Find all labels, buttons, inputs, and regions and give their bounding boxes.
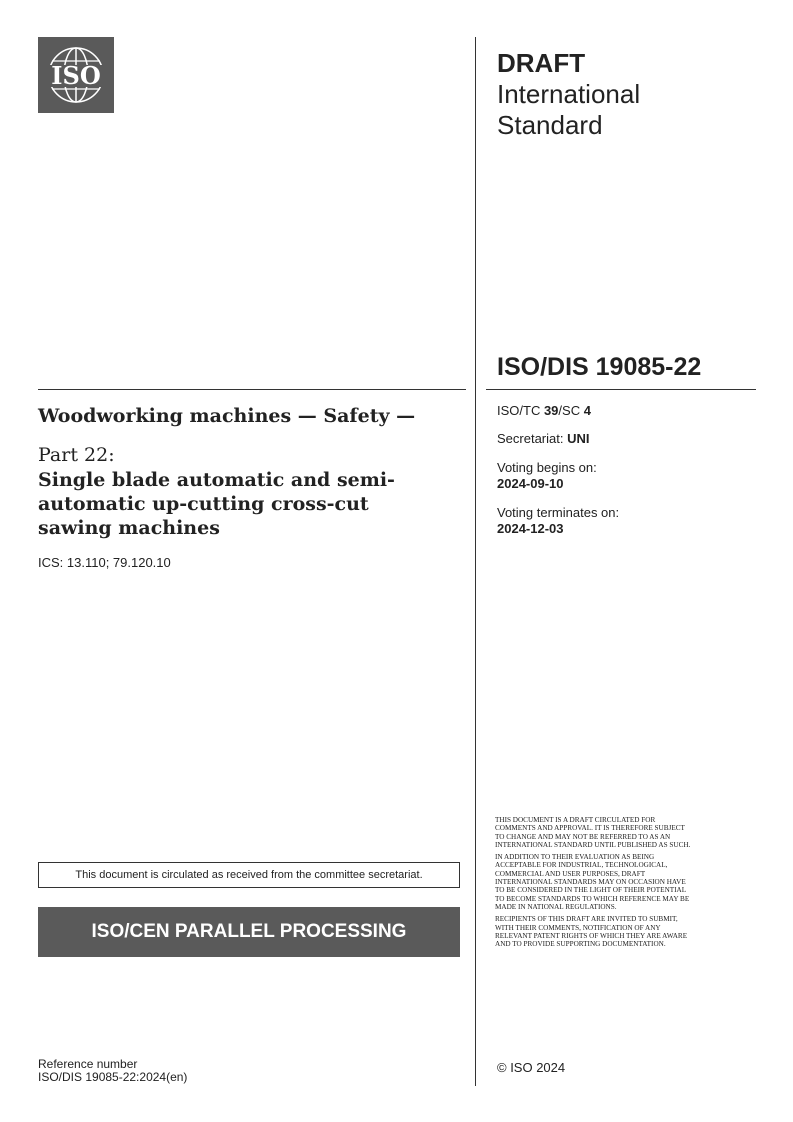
voting-terminates — [497, 505, 619, 537]
disclaimer-paragraph: THIS DOCUMENT IS A DRAFT CIRCULATED FOR COMMENTS AND APPROVAL. IT IS THEREFORE SUBJECT TO CHANGE AND MAY NOT BE REFERRED TO AS AN INTERNATIONAL STANDARD UNTIL PUBLISHED AS SUCH. — [495, 816, 691, 849]
title-subtitle: Single blade automatic and semi-automatic up-cutting cross-cut sawing machines — [38, 469, 395, 539]
sc-number: 4 — [583, 403, 591, 418]
voting-terminates-date: 2024-12-03 — [497, 521, 564, 536]
status-standard: Standard — [497, 110, 603, 140]
disclaimer-paragraph: RECIPIENTS OF THIS DRAFT ARE INVITED TO SUBMIT, WITH THEIR COMMENTS, NOTIFICATION OF ANY RELEVANT PATENT RIGHTS OF WHICH THEY ARE AWARE AND TO PROVIDE SUPPORTING DOCUMENTATION. — [495, 915, 688, 949]
reference-value: ISO/DIS 19085-22:2024(en) — [38, 1070, 188, 1084]
disclaimer-paragraph: IN ADDITION TO THEIR EVALUATION AS BEING ACCEPTABLE FOR INDUSTRIAL, TECHNOLOGICAL, COMMERCIAL AND USER PURPOSES, DRAFT INTERNATIONAL STANDARDS MAY ON OCCASION HAVE TO BE CONSIDERED IN THE LIGHT OF THEIR POTENTIAL TO BECOME STANDARDS TO WHICH REFERENCE MAY BE MADE IN NATIONAL REGULATIONS. — [495, 853, 690, 911]
voting-begins-label: Voting begins on: — [497, 460, 597, 475]
secretariat: Secretariat: UNI — [497, 431, 590, 446]
iso-logo — [38, 37, 114, 113]
reference-number — [38, 1058, 187, 1084]
reference-label: Reference number — [38, 1057, 138, 1071]
secretariat-value: UNI — [567, 431, 590, 446]
iso-logo-text: ISO — [51, 61, 101, 90]
ics-codes: ICS: 13.110; 79.120.10 — [38, 555, 171, 570]
document-number: ISO/DIS 19085-22 — [497, 353, 702, 381]
voting-begins — [497, 460, 597, 492]
document-status — [497, 48, 757, 141]
parallel-processing-banner: ISO/CEN PARALLEL PROCESSING — [38, 907, 460, 957]
title-main: Woodworking machines — Safety — — [38, 405, 416, 427]
horizontal-divider-left — [38, 389, 466, 390]
copyright: © ISO 2024 — [497, 1060, 566, 1075]
iso-globe-icon — [38, 37, 114, 113]
draft-disclaimer — [495, 816, 695, 952]
circulation-notice: This document is circulated as received from the committee secretariat. — [38, 862, 460, 888]
horizontal-divider-right — [486, 389, 756, 390]
status-international: International — [497, 79, 641, 109]
status-draft: DRAFT — [497, 48, 586, 78]
title-part: Part 22: — [38, 444, 115, 466]
voting-terminates-label: Voting terminates on: — [497, 505, 620, 520]
vertical-divider — [475, 37, 476, 1086]
committee: ISO/TC 39/SC 4 — [497, 403, 591, 418]
voting-begins-date: 2024-09-10 — [497, 476, 564, 491]
tc-number: 39 — [543, 403, 559, 418]
